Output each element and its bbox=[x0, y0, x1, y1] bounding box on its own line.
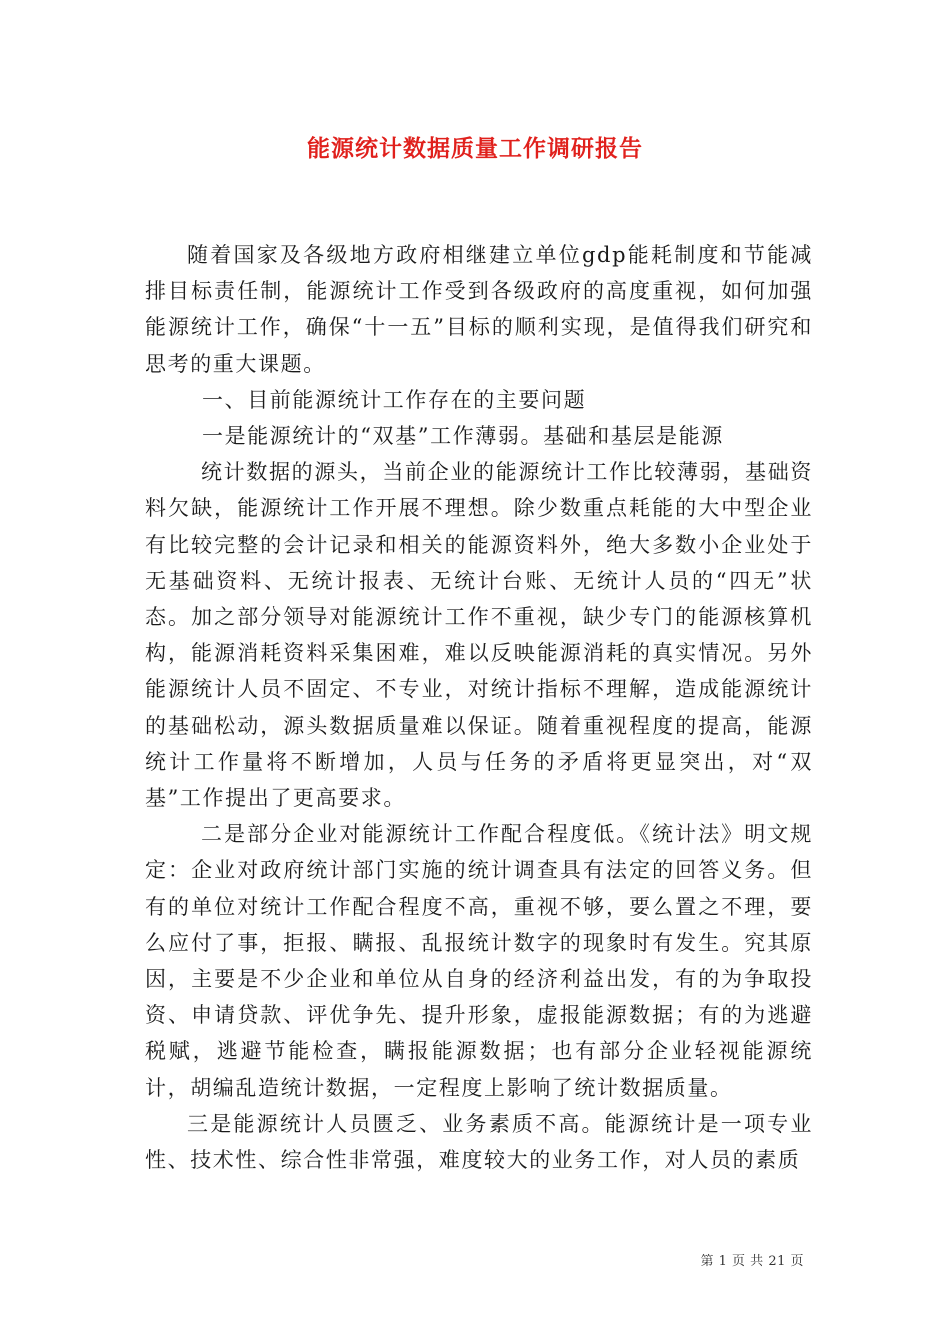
section-heading-1: 一、目前能源统计工作存在的主要问题 bbox=[202, 387, 587, 412]
paragraph-point-1-lead: 一是能源统计的“双基”工作薄弱。基础和基层是能源 bbox=[202, 424, 724, 449]
paragraph-point-1-body: 统计数据的源头，当前企业的能源统计工作比较薄弱，基础资料欠缺，能源统计工作开展不理想。除少数重点耗能的大中型企业有比较完整的会计记录和相关的能源资料外，绝大多数小企业处于无基础资料、无统计报表、无统计台账、无统计人员的“四无”状态。加之部分领导对能源统计工作不重视，缺少专门的能源核算机构，能源消耗资料采集困难，难以反映能源消耗的真实情况。另外能源统计人员不固定、不专业，对统计指标不理解，造成能源统计的基础松动，源头数据质量难以保证。随着重视程度的提高，能源统计工作量将不断增加，人员与任务的矛盾将更显突出，对“双基”工作提出了更高要求。 bbox=[145, 460, 813, 811]
paragraph-intro: 随着国家及各级地方政府相继建立单位gdp能耗制度和节能减排目标责任制，能源统计工作受到各级政府的高度重视，如何加强能源统计工作，确保“十一五”目标的顺利实现，是值得我们研究和思考的重大课题。 bbox=[145, 243, 813, 376]
paragraph-point-2: 二是部分企业对能源统计工作配合程度低。《统计法》明文规定：企业对政府统计部门实施的统计调查具有法定的回答义务。但有的单位对统计工作配合程度不高，重视不够，要么置之不理，要么应付了事，拒报、瞒报、乱报统计数字的现象时有发生。究其原因，主要是不少企业和单位从自身的经济利益出发，有的为争取投资、申请贷款、评优争先、提升形象，虚报能源数据；有的为逃避税赋，逃避节能检查，瞒报能源数据；也有部分企业轻视能源统计，胡编乱造统计数据，一定程度上影响了统计数据质量。 bbox=[145, 822, 813, 1100]
document-title: 能源统计数据质量工作调研报告 bbox=[307, 135, 643, 162]
paragraph-point-3: 三是能源统计人员匮乏、业务素质不高。能源统计是一项专业性、技术性、综合性非常强，难度较大的业务工作，对人员的素质 bbox=[145, 1111, 813, 1173]
document-body bbox=[145, 237, 813, 1178]
page-number: 第 1 页 共 21 页 bbox=[700, 1254, 804, 1269]
